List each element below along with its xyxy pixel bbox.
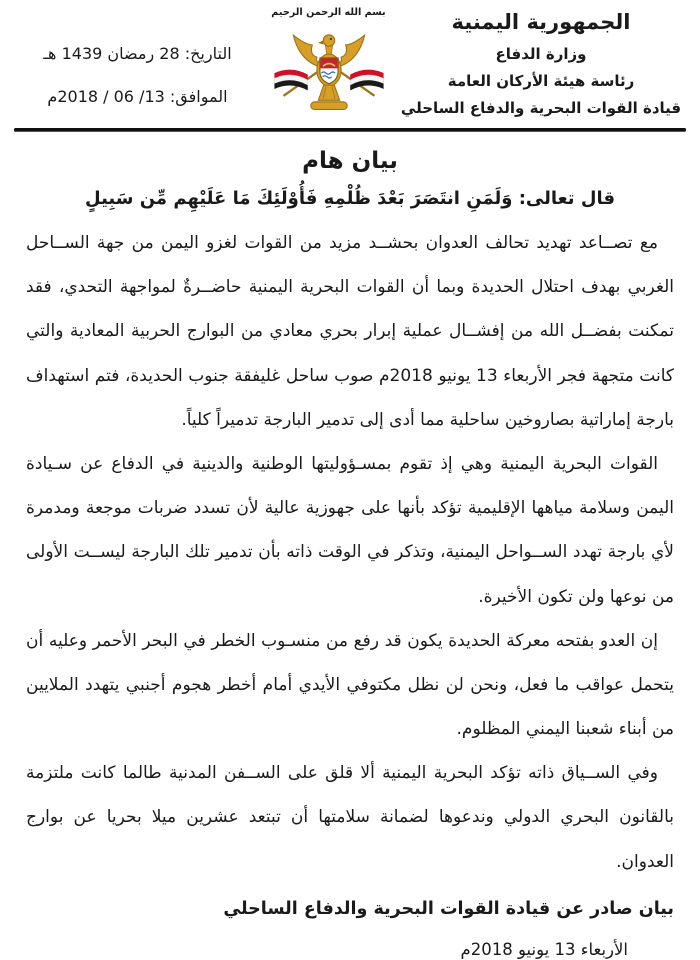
organization-block [396, 6, 686, 122]
general-staff-line: رئاسة هيئة الأركان العامة [447, 72, 635, 90]
paragraph-1: مع تصــاعد تهديد تحالف العدوان بحشــد مزيد من القوات لغزو اليمن من جهة الســاحل الغربي بهدف احتلال الحديدة وبما أن القوات البحرية اليمنية حاضــرةٌ لمواجهة التحدي، فقد تمكنت بفضــل الله من إفشــال عملية إبرار بحري معادي من البوارج الحربية المعادية والتي كانت متجهة فجر الأربعاء 13 يونيو 2018م صوب ساحل غليفقة جنوب الحديدة، فتم استهداف بارجة إماراتية بصاروخين ساحلية مما أدى إلى تدمير البارجة تدميراً كلياً. [26, 233, 675, 430]
paragraph-2: القوات البحرية اليمنية وهي إذ تقوم بمسـؤوليتها الوطنية والدينية في الدفاع عن سـيادة اليمن وسلامة مياهها الإقليمية تؤكد بأنها على جهوزية عالية لأن تسدد ضربات موجعة ومدمرة لأي بارجة تهدد الســواحل اليمنية، وتذكر في الوقت ذاته بأن تدمير تلك البارجة ليســت الأولى من نوعها ولن تكون الأخيرة. [26, 453, 674, 607]
bismillah-calligraphy: بسم الله الرحمن الرحيم [271, 6, 386, 18]
gregorian-date: الموافق: 13/ 06 / 2018م [47, 87, 228, 107]
paragraph-3: إن العدو بفتحه معركة الحديدة يكون قد رفع من منسـوب الخطر في البحر الأحمر وعليه أن يتحمل عواقب ما فعل، ونحن لن نظل مكتوفي الأيدي أمام أخطر هجوم أجنبي يتهدد الملايين من أبناء شعبنا اليمني المظلوم. [26, 630, 674, 740]
ministry-line: وزارة الدفاع [495, 45, 587, 63]
dates-block [14, 6, 261, 122]
yemen-coat-of-arms-icon [268, 20, 390, 114]
document-header [0, 0, 700, 122]
statement-title: بيان هام [302, 148, 398, 174]
issuer-line: بيان صادر عن قيادة القوات البحرية والدفاع الساحلي [223, 898, 674, 919]
emblem-block [261, 6, 396, 122]
republic-title: الجمهورية اليمنية [451, 10, 631, 34]
hijri-date: التاريخ: 28 رمضان 1439 هـ [43, 44, 232, 63]
header-divider [14, 128, 686, 131]
quran-verse: قال تعالى: وَلَمَنِ انتَصَرَ بَعْدَ ظُلْمِهِ فَأُوْلَئِكَ مَا عَلَيْهِم مِّن سَبِيلٍ [85, 188, 615, 209]
signature-date: الأربعاء 13 يونيو 2018م [460, 939, 628, 959]
paragraph-4: وفي الســياق ذاته تؤكد البحرية اليمنية ألا قلق على الســفن المدنية طالما كانت ملتزمة بالقانون البحري الدولي وندعوها لضمانة سلامتها أن تبتعد عشرين ميلا بحريا عن بوارج العدوان. [26, 763, 674, 872]
naval-command-line: قيادة القوات البحرية والدفاع الساحلي [400, 99, 682, 117]
statement-body [26, 221, 674, 884]
